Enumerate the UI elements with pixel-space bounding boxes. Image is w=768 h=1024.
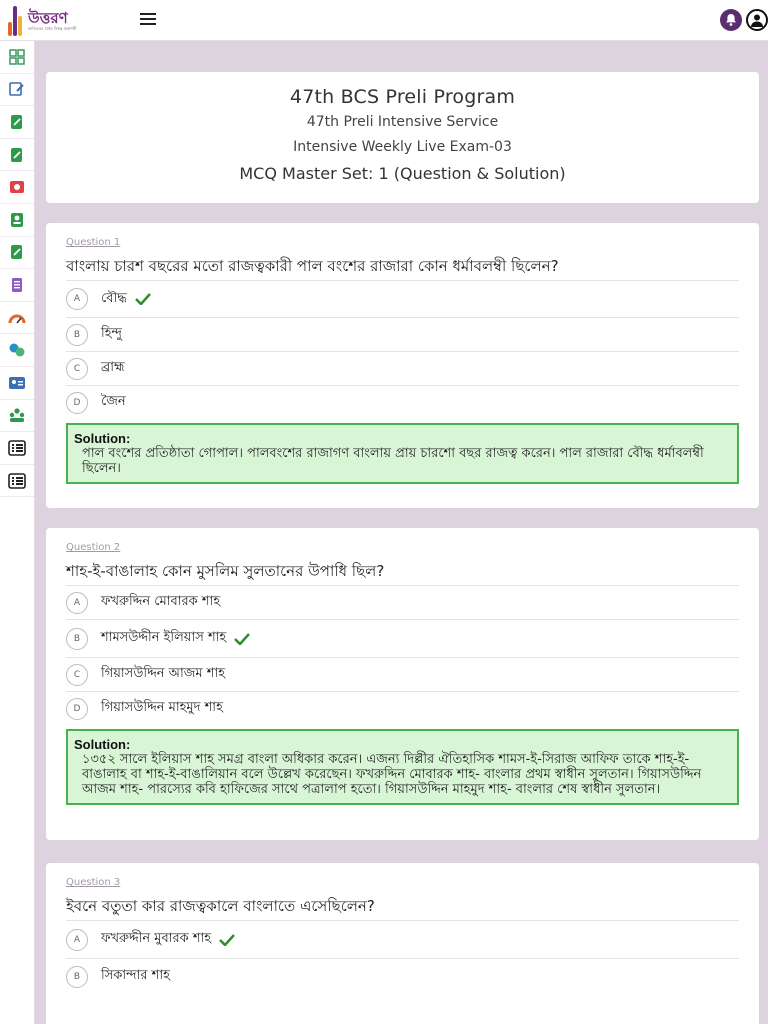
community-icon bbox=[8, 407, 26, 423]
option-row[interactable] bbox=[66, 691, 739, 725]
solution-box bbox=[66, 423, 739, 484]
solution-label: Solution: bbox=[74, 737, 131, 752]
option-radio[interactable]: B bbox=[66, 966, 88, 988]
dashboard-grid-icon bbox=[9, 49, 25, 65]
sidebar-item-documents[interactable] bbox=[0, 269, 34, 302]
correct-check-icon bbox=[135, 293, 151, 305]
option-radio[interactable]: C bbox=[66, 358, 88, 380]
option-radio[interactable]: A bbox=[66, 288, 88, 310]
question-number: Question 3 bbox=[66, 877, 121, 888]
sidebar-item-list-1[interactable] bbox=[0, 432, 34, 465]
question-text: শাহ-ই-বাঙালাহ কোন মুসলিম সুলতানের উপাধি ছিল? bbox=[66, 562, 385, 580]
option-radio[interactable]: A bbox=[66, 592, 88, 614]
option-radio[interactable]: B bbox=[66, 324, 88, 346]
sidebar-item-group[interactable] bbox=[0, 367, 34, 400]
sidebar-item-exam[interactable] bbox=[0, 74, 34, 107]
question-card bbox=[46, 863, 759, 1024]
service-title: 47th Preli Intensive Service bbox=[306, 114, 499, 130]
sidebar-item-notes-3[interactable] bbox=[0, 237, 34, 270]
sidebar-item-notes-1[interactable] bbox=[0, 106, 34, 139]
sidebar bbox=[0, 41, 35, 1024]
option-text: গিয়াসউদ্দিন মাহমুদ শাহ bbox=[101, 700, 223, 715]
solution-label: Solution: bbox=[74, 431, 131, 446]
option-row[interactable] bbox=[66, 351, 739, 385]
sidebar-item-dashboard[interactable] bbox=[0, 41, 34, 74]
option-radio[interactable]: B bbox=[66, 628, 88, 650]
solution-text: ১৩৫২ সালে ইলিয়াস শাহ সমগ্র বাংলা অধিকার করেন। এজন্য দিল্লীর ঐতিহাসিক শামস-ই-সিরাজ আফিফ তাকে শাহ-ই-বাঙালাহ বা শাহ-ই-বাঙালিয়ান বলে উল্লেখ করেছেন। ফখরুদ্দিন মোবারক শাহ- বাংলার প্রথম স্বাধীন সুলতান। গিয়াসউদ্দিন আজম শাহ- পারস্যের কবি হাফিজের সাথে পত্রালাপ হতো। গিয়াসউদ্দিন মাহমুদ শাহ- বাংলার শেষ স্বাধীন সুলতান। bbox=[82, 752, 702, 797]
top-bar bbox=[0, 0, 768, 41]
brand-logo[interactable] bbox=[8, 4, 124, 38]
option-row[interactable] bbox=[66, 958, 739, 994]
master-set-title: MCQ Master Set: 1 (Question & Solution) bbox=[239, 164, 566, 183]
option-row[interactable] bbox=[66, 317, 739, 351]
brand-mark-icon bbox=[8, 6, 24, 36]
speed-meter-icon bbox=[8, 310, 26, 326]
sidebar-item-progress[interactable] bbox=[0, 302, 34, 335]
sidebar-item-discussion[interactable] bbox=[0, 334, 34, 367]
question-card bbox=[46, 223, 759, 508]
option-row[interactable] bbox=[66, 920, 739, 958]
option-text: শামসউদ্দীন ইলিয়াস শাহ bbox=[101, 630, 227, 645]
option-radio[interactable]: C bbox=[66, 664, 88, 686]
option-text: ফখরুদ্দীন মুবারক শাহ bbox=[101, 931, 212, 946]
option-text: হিন্দু bbox=[101, 326, 122, 341]
study-material-icon bbox=[9, 212, 25, 228]
brand-tagline: কাজিতের প্রথম বিশ্বস্ত প্রকাশনী bbox=[28, 26, 77, 31]
sidebar-item-video[interactable] bbox=[0, 171, 34, 204]
sidebar-item-list-2[interactable] bbox=[0, 465, 34, 498]
option-row[interactable] bbox=[66, 280, 739, 317]
sidebar-item-study[interactable] bbox=[0, 204, 34, 237]
question-card bbox=[46, 528, 759, 840]
exam-header-card bbox=[46, 72, 759, 203]
note-edit-icon bbox=[9, 147, 25, 163]
group-chat-icon bbox=[8, 375, 26, 391]
question-text: বাংলায় চারশ বছরের মতো রাজত্বকারী পাল বংশের রাজারা কোন ধর্মাবলম্বী ছিলেন? bbox=[66, 257, 559, 275]
note-edit-icon bbox=[9, 244, 25, 260]
option-row[interactable] bbox=[66, 585, 739, 619]
list-menu-icon bbox=[8, 473, 26, 489]
notification-bell-icon[interactable] bbox=[720, 9, 742, 31]
option-text: সিকান্দার শাহ bbox=[101, 968, 170, 983]
list-menu-icon bbox=[8, 440, 26, 456]
sidebar-item-community[interactable] bbox=[0, 400, 34, 433]
question-text: ইবনে বতুতা কার রাজত্বকালে বাংলাতে এসেছিলেন? bbox=[66, 897, 375, 915]
option-text: ব্রাহ্ম bbox=[101, 360, 125, 375]
hamburger-icon[interactable] bbox=[140, 13, 156, 27]
discussion-icon bbox=[8, 342, 26, 358]
user-account-icon[interactable] bbox=[746, 9, 768, 31]
option-radio[interactable]: D bbox=[66, 392, 88, 414]
option-text: গিয়াসউদ্দিন আজম শাহ bbox=[101, 666, 226, 681]
main-content bbox=[35, 41, 768, 1024]
correct-check-icon bbox=[234, 633, 250, 645]
question-number: Question 1 bbox=[66, 237, 121, 248]
option-text: জৈন bbox=[101, 394, 126, 409]
option-radio[interactable]: D bbox=[66, 698, 88, 720]
question-number: Question 2 bbox=[66, 542, 121, 553]
brand-name: উত্তরণ bbox=[28, 9, 68, 27]
exam-edit-icon bbox=[9, 81, 25, 97]
option-row[interactable] bbox=[66, 657, 739, 691]
exam-title: Intensive Weekly Live Exam-03 bbox=[293, 139, 512, 155]
option-row[interactable] bbox=[66, 385, 739, 419]
correct-check-icon bbox=[219, 934, 235, 946]
program-title: 47th BCS Preli Program bbox=[289, 86, 516, 108]
option-row[interactable] bbox=[66, 619, 739, 657]
option-text: বৌদ্ধ bbox=[101, 290, 127, 306]
solution-text: পাল বংশের প্রতিষ্ঠাতা গোপাল। পালবংশের রাজাগণ বাংলায় প্রায় চারশো বছর রাজত্ব করেন। পাল রাজারা বৌদ্ধ ধর্মাবলম্বী ছিলেন। bbox=[82, 446, 704, 476]
video-class-icon bbox=[9, 179, 25, 195]
option-radio[interactable]: A bbox=[66, 929, 88, 951]
solution-box bbox=[66, 729, 739, 805]
sidebar-item-notes-2[interactable] bbox=[0, 139, 34, 172]
document-list-icon bbox=[9, 277, 25, 293]
option-text: ফখরুদ্দিন মোবারক শাহ bbox=[101, 594, 221, 609]
note-edit-icon bbox=[9, 114, 25, 130]
